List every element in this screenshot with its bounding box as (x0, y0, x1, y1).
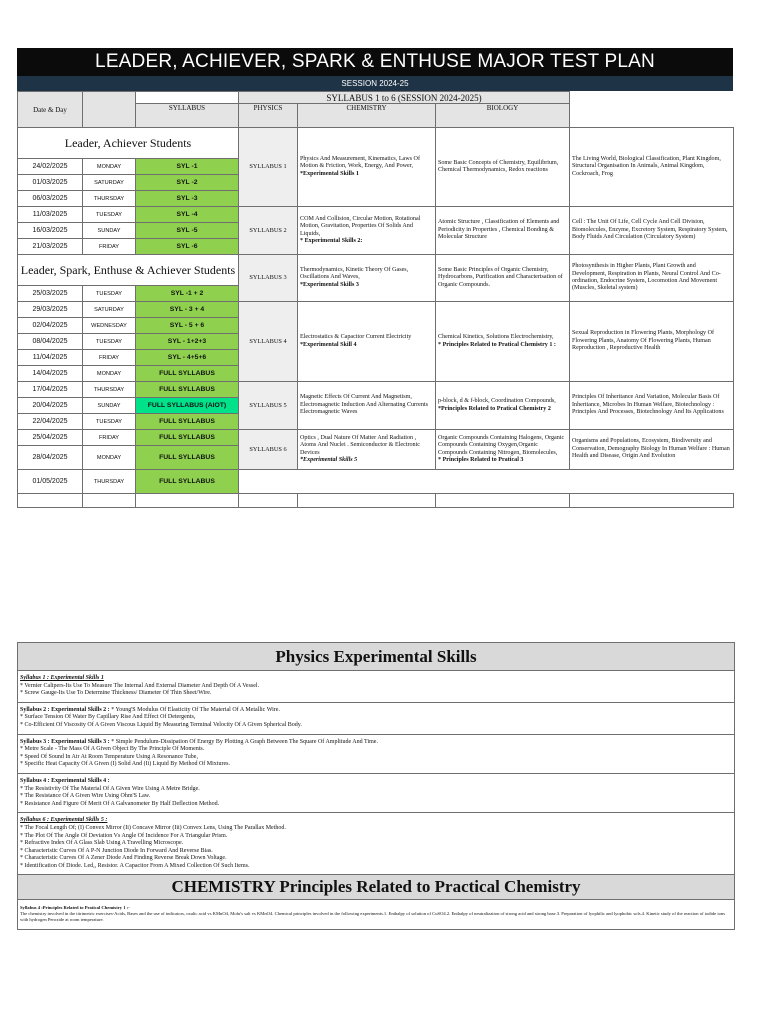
exp-item: * Resistance And Figure Of Merit Of A Galvanometer By Half Deflection Method. (20, 800, 220, 807)
biology-topics: Principles Of Inheritance And Variation, Molecular Basis Of Inheritance, Microbes In Human Welfare, Biotechnology : Principles And Processes, Biotechnology And Its Applications (572, 394, 724, 416)
physics-experimental-note: *Experimental Skill 4 (300, 341, 357, 348)
test-syllabus: FULL SYLLABUS (136, 470, 239, 494)
exp-item: * The Resistance Of A Given Wire Using Ohm'S Law. (20, 793, 151, 800)
test-syllabus: SYL -4 (136, 207, 239, 223)
chem-item: 3. Preparation of lyophilic and lyophobic sols. (556, 911, 642, 917)
empty-cell (298, 494, 436, 508)
syllabus-2-biology (570, 207, 734, 255)
syllabus-1-chemistry (436, 128, 570, 207)
test-date: 08/04/2025 (18, 334, 83, 350)
syllabus-3-physics (298, 255, 436, 302)
test-date: 11/04/2025 (18, 350, 83, 366)
biology-topics: Photosynthesis in Higher Plants, Plant Growth and Development, Respiration in Plants, Neural Control And Co-ordination, Endocrine System, Locomotion And Movement (Muscles, Skeletal system) (572, 263, 721, 292)
empty-cell (136, 494, 239, 508)
syllabus-2-physics (298, 207, 436, 255)
test-syllabus: SYL - 5 + 6 (136, 318, 239, 334)
test-date: 06/03/2025 (18, 191, 83, 207)
syllabus-header: SYLLABUS (136, 104, 239, 128)
test-day: MONDAY (83, 159, 136, 175)
chem-item: The chemistry involved in the titrimetric exercises-Acids, Bases and the use of indicators, oxalic acid vs KMnO4, Mohr's salt vs KMnO4. Chemical principles involved in the following experiments. (20, 911, 384, 917)
test-syllabus: SYL -5 (136, 223, 239, 239)
exp-item: * The Resistivity Of The Material Of A Given Wire Using A Metre Bridge. (20, 785, 200, 792)
chem-item: 2. Enthalpy of neutralization of strong acid and strong base. (446, 911, 557, 917)
chemistry-header: CHEMISTRY (298, 104, 436, 128)
test-day: SATURDAY (83, 302, 136, 318)
exp-block-3 (18, 735, 734, 774)
physics-experimental-note: *Experimental Skills 3 (300, 281, 359, 288)
syllabus-5-label: SYLLABUS 5 (239, 382, 298, 430)
syllabus-5-chemistry (436, 382, 570, 430)
test-syllabus: SYL -2 (136, 175, 239, 191)
syllabus-3-label: SYLLABUS 3 (239, 255, 298, 302)
test-date: 29/03/2025 (18, 302, 83, 318)
exp-item: * The Plot Of The Angle Of Deviation Vs Angle Of Incidence For A Triangular Prism. (20, 832, 228, 839)
syllabus-4-label: SYLLABUS 4 (239, 302, 298, 382)
syllabus-4-chemistry (436, 302, 570, 382)
chemistry-topics: p-block, d & f-block, Coordination Compounds, (438, 398, 556, 405)
syllabus-4-biology (570, 302, 734, 382)
test-day: FRIDAY (83, 430, 136, 446)
exp-block-heading: Syllabus 4 : Experimental Skills 4 : (20, 777, 110, 784)
chem-item: 1. Enthalpy of solution of CuSO4. (383, 911, 447, 917)
syllabus-6-label: SYLLABUS 6 (239, 430, 298, 470)
session-banner: SESSION 2024-25 (17, 76, 733, 91)
exp-block-heading: Syllabus 6 : Experimental Skills 5 : (20, 817, 108, 824)
test-date: 20/04/2025 (18, 398, 83, 414)
biology-topics: The Living World, Biological Classification, Plant Kingdom, Structural Organisation In Animals, Animal Kingdom, Cockroach, Frog (572, 155, 721, 177)
chemistry-topics: Some Basic Concepts of Chemistry, Equilibrium, Chemical Thermodynamics, Redox reactions (438, 159, 559, 173)
test-day: SUNDAY (83, 398, 136, 414)
test-date: 25/04/2025 (18, 430, 83, 446)
exp-block-heading: Syllabus 3 : Experimental Skills 3 : (20, 738, 110, 745)
test-day: MONDAY (83, 366, 136, 382)
physics-experimental-note: *Experimental Skills 1 (300, 170, 359, 177)
chemistry-topics: Organic Compounds Containing Halogens, Organic Compounds Containing Oxygen,Organic Compounds Containing Nitrogen, Biomolecules, (438, 434, 565, 456)
chemistry-topics: Some Basic Principles of Organic Chemistry, Hydrocarbons, Purification and Characterisation of Organic Compounds. (438, 266, 563, 288)
biology-topics: Cell : The Unit Of Life, Cell Cycle And Cell Division, Biomolecules, Enzyme, Excretory System, Respiratory System, Body Fluids And Circulation (Circulatory System) (572, 219, 728, 241)
syllabus-6-biology (570, 430, 734, 470)
chemistry-principles-block (18, 900, 734, 928)
test-day: SUNDAY (83, 223, 136, 239)
syllabus-1-biology (570, 128, 734, 207)
test-day: TUESDAY (83, 334, 136, 350)
page-title: LEADER, ACHIEVER, SPARK & ENTHUSE MAJOR TEST PLAN (17, 48, 733, 76)
empty-cell (239, 494, 298, 508)
test-syllabus: FULL SYLLABUS (AIOT) (136, 398, 239, 414)
physics-topics: Electrostatics & Capacitor Current Electricity (300, 334, 412, 341)
test-date: 11/03/2025 (18, 207, 83, 223)
empty-cell (570, 494, 734, 508)
chemistry-experimental-note: * Principles Related to Pratical 3 (438, 456, 524, 463)
test-date: 25/03/2025 (18, 286, 83, 302)
test-syllabus: SYL -6 (136, 239, 239, 255)
syllabus-6-chemistry (436, 430, 570, 470)
test-syllabus: SYL - 4+5+6 (136, 350, 239, 366)
test-day: FRIDAY (83, 239, 136, 255)
exp-item: * Refractive Index Of A Glass Slab Using A Travelling Microscope. (20, 840, 184, 847)
test-syllabus: SYL -1 (136, 159, 239, 175)
syllabus-range-header: SYLLABUS 1 to 6 (SESSION 2024-2025) (239, 92, 570, 104)
syllabus-2-chemistry (436, 207, 570, 255)
group1-title: Leader, Achiever Students (18, 128, 239, 159)
physics-topics: Magnetic Effects Of Current And Magnetism, Electromagnetic Induction And Alternating Currents Electromagnetic Waves (300, 394, 428, 416)
exp-item: * Surface Tension Of Water By Capillary Rise And Effect Of Detergents, (20, 714, 196, 721)
physics-topics: Optics , Dual Nature Of Matter And Radiation , Atoms And Nuclei . Semiconductor & Electronic Devices (300, 434, 420, 456)
chemistry-topics: Atomic Structure , Classification of Elements and Periodicity in Properties , Chemical Bonding & Molecular Structure (438, 219, 560, 241)
test-date: 24/02/2025 (18, 159, 83, 175)
chemistry-experimental-note: *Principles Related to Pratical Chemistry 2 (438, 405, 551, 412)
test-syllabus: SYL - 1+2+3 (136, 334, 239, 350)
test-plan-table (17, 91, 734, 508)
syllabus-1-label: SYLLABUS 1 (239, 128, 298, 207)
test-day: TUESDAY (83, 207, 136, 223)
exp-item: * The Focal Length Of; (I) Convex Mirror (Ii) Concave Mirror (Iii) Convex Lens, Using The Parallax Method. (20, 824, 286, 831)
exp-block-heading: Syllabus 2 : Experimental Skills 2 : (20, 706, 110, 713)
exp-item: * Identification Of Diode. Led,, Resistor. A Capacitor From A Mixed Collection Of Such Items. (20, 862, 250, 869)
test-date: 21/03/2025 (18, 239, 83, 255)
test-date: 28/04/2025 (18, 446, 83, 470)
test-syllabus: SYL -3 (136, 191, 239, 207)
test-day: FRIDAY (83, 350, 136, 366)
date-day-header: Date & Day (18, 92, 83, 128)
syllabus-5-biology (570, 382, 734, 430)
physics-exp-title: Physics Experimental Skills (18, 643, 734, 671)
test-day: WEDNESDAY (83, 318, 136, 334)
test-syllabus: FULL SYLLABUS (136, 414, 239, 430)
exp-item: * Co-Efficient Of Viscosity Of A Given Viscous Liquid By Measuring Terminal Velocity Of A Given Spherical Body. (20, 721, 302, 728)
test-date: 14/04/2025 (18, 366, 83, 382)
exp-block-4 (18, 774, 734, 813)
exp-item: * Screw Gauge-Its Use To Determine Thickness/ Diameter Of Thin Sheet/Wire. (20, 690, 212, 697)
test-date: 02/04/2025 (18, 318, 83, 334)
chem-block-heading: Syllabus 4 :Principles Related to Pratical Chemistry 1 :- (20, 905, 130, 911)
chemistry-topics: Chemical Kinetics, Solutions Electrochemistry, (438, 334, 554, 341)
exp-block-first-item: * Simple Pendulum-Dissipation Of Energy By Plotting A Graph Between The Square Of Amplitude And Time. (109, 738, 378, 745)
exp-item: * Metre Scale - The Mass Of A Given Object By The Principle Of Moments. (20, 746, 205, 753)
test-day: THURSDAY (83, 382, 136, 398)
test-syllabus: SYL - 3 + 4 (136, 302, 239, 318)
syllabus-3-chemistry (436, 255, 570, 302)
chem-item: 4. Kinetic study of the reaction of iodide ions with hydrogen Peroxide at room temperature. (20, 911, 725, 923)
test-day: TUESDAY (83, 414, 136, 430)
chemistry-principles-title: CHEMISTRY Principles Related to Practical Chemistry (18, 875, 734, 900)
physics-topics: COM And Collision, Circular Motion, Rotational Motion, Gravitation, Properties Of Solids And Liquids, (300, 215, 421, 237)
physics-experimental-skills (17, 642, 735, 930)
syllabus-4-physics (298, 302, 436, 382)
test-day: SATURDAY (83, 175, 136, 191)
exp-item: * Characteristic Curves Of A Zener Diode And Finding Reverse Break Down Voltage. (20, 855, 227, 862)
physics-experimental-note: * Experimental Skills 2: (300, 237, 363, 244)
exp-item: * Speed Of Sound In Air At Room Temperature Using A Resonance Tube, (20, 753, 198, 760)
biology-topics: Organisms and Populations, Ecosystem, Biodiversity and Conservation, Demography Biology In Human Welfare : Human Health and Disease, Origin And Evolution (572, 438, 730, 460)
biology-topics: Sexual Reproduction in Flowering Plants, Morphology Of Flowering Plants, Anatomy Of Flowering Plants, Human Reproduction , Reproductive Health (572, 330, 715, 352)
exp-block-heading: Syllabus 1 : Experimental Skills 1 (20, 675, 104, 681)
syllabus-6-physics (298, 430, 436, 470)
physics-topics: Physics And Measurement, Kinematics, Laws Of Motion & Friction, Work, Energy, And Power, (300, 155, 420, 170)
exp-item: * Specific Heat Capacity Of A Given (I) Solid And (Ii) Liquid By Method Of Mixtures. (20, 761, 230, 768)
test-syllabus: FULL SYLLABUS (136, 430, 239, 446)
exp-item: * Vernier Calipers-Its Use To Measure The Internal And External Diameter And Depth Of A Vessel. (20, 682, 260, 689)
physics-header: PHYSICS (239, 104, 298, 128)
test-day: MONDAY (83, 446, 136, 470)
test-syllabus: FULL SYLLABUS (136, 366, 239, 382)
exp-item: * Characteristic Curves Of A P-N Junction Diode In Forward And Reverse Bias. (20, 847, 213, 854)
test-day: THURSDAY (83, 470, 136, 494)
syllabus-5-physics (298, 382, 436, 430)
test-date: 22/04/2025 (18, 414, 83, 430)
syllabus-1-physics (298, 128, 436, 207)
test-date: 17/04/2025 (18, 382, 83, 398)
test-date: 01/03/2025 (18, 175, 83, 191)
blank-header (83, 92, 136, 128)
exp-block-1 (18, 671, 734, 703)
group2-title: Leader, Spark, Enthuse & Achiever Students (18, 255, 239, 286)
test-date: 01/05/2025 (18, 470, 83, 494)
exp-block-5 (18, 813, 734, 875)
test-date: 16/03/2025 (18, 223, 83, 239)
test-day: THURSDAY (83, 191, 136, 207)
exp-block-2 (18, 703, 734, 735)
chemistry-experimental-note: * Principles Related to Pratical Chemistry 1 : (438, 341, 556, 348)
test-plan-sheet (17, 48, 733, 508)
biology-header: BIOLOGY (436, 104, 570, 128)
empty-cell (83, 494, 136, 508)
test-syllabus: SYL -1 + 2 (136, 286, 239, 302)
test-syllabus: FULL SYLLABUS (136, 382, 239, 398)
syllabus-2-label: SYLLABUS 2 (239, 207, 298, 255)
physics-topics: Thermodynamics, Kinetic Theory Of Gases, Oscillations And Waves, (300, 266, 409, 281)
exp-block-first-item: * Young'S Modulus Of Elasticity Of The Material Of A Metallic Wire. (109, 706, 280, 713)
test-syllabus: FULL SYLLABUS (136, 446, 239, 470)
blank-header-cell (136, 92, 239, 104)
empty-cell (18, 494, 83, 508)
physics-experimental-note: *Experimental Skills 5 (300, 456, 358, 463)
empty-cell (436, 494, 570, 508)
test-day: TUESDAY (83, 286, 136, 302)
syllabus-3-biology (570, 255, 734, 302)
